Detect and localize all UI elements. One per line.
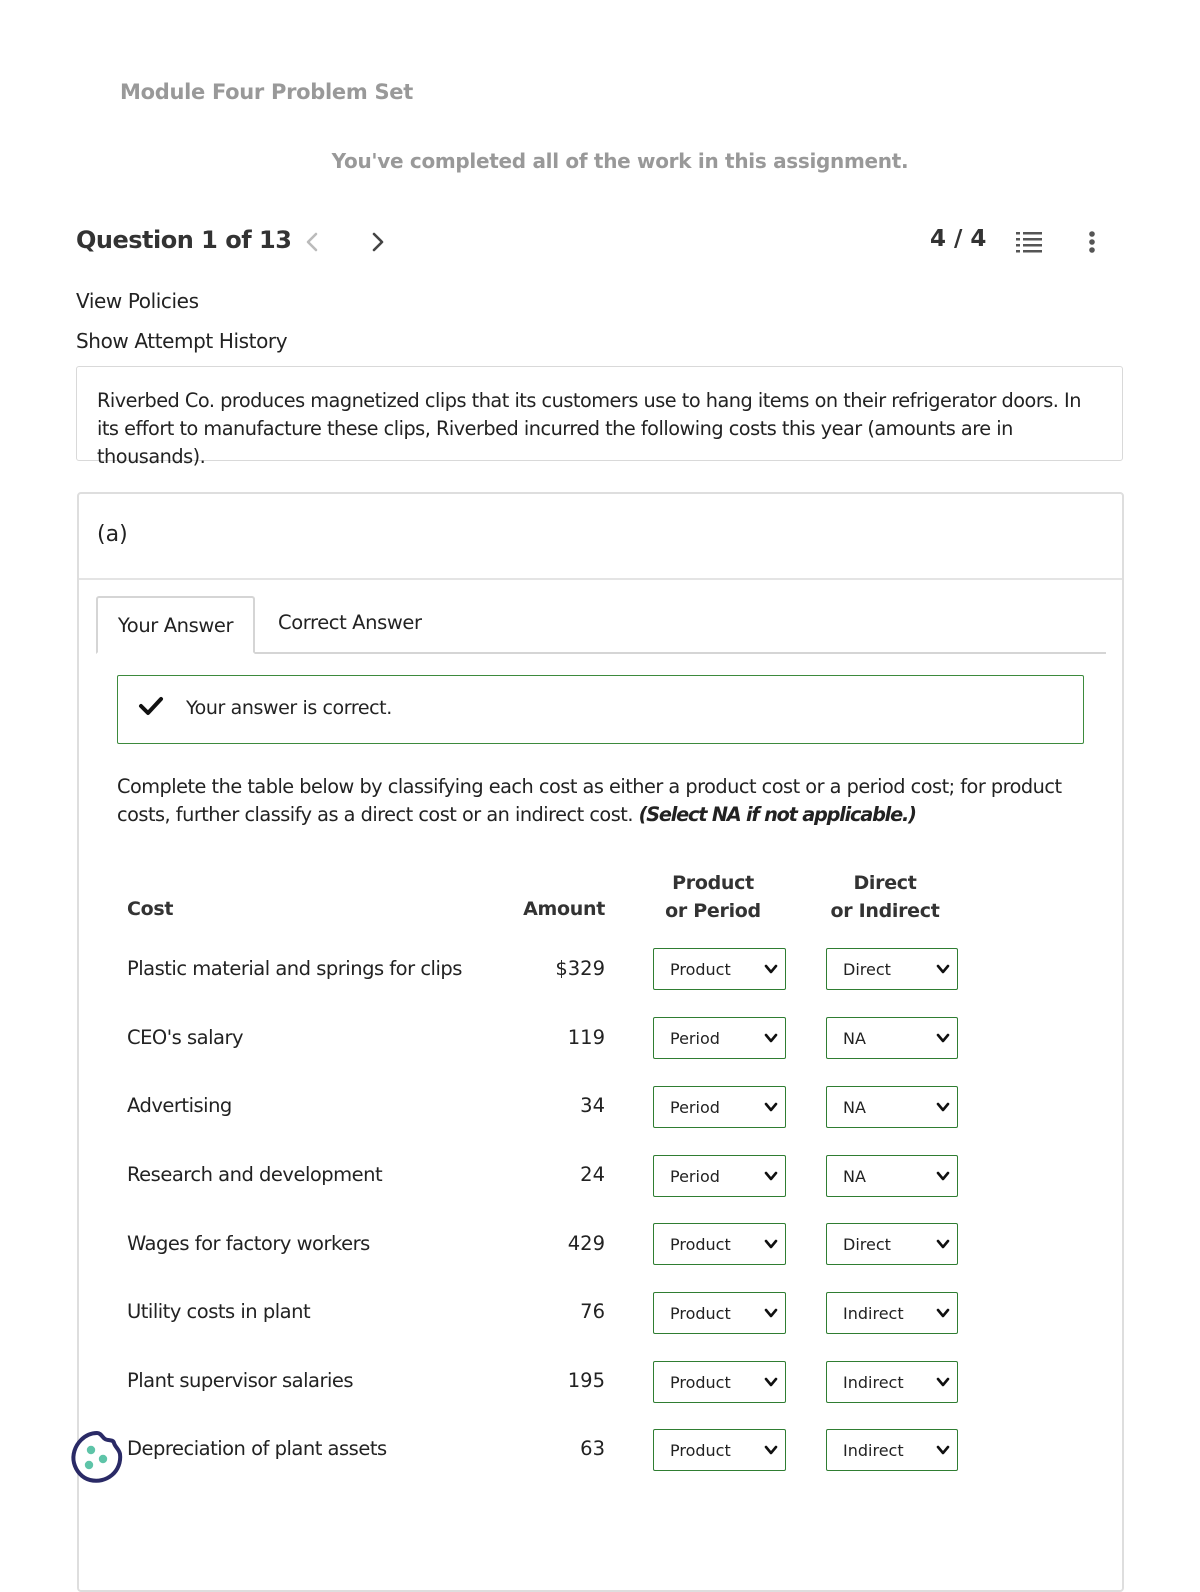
module-title: Module Four Problem Set bbox=[120, 80, 413, 104]
chevron-down-icon bbox=[936, 1375, 950, 1389]
product-or-period-select[interactable] bbox=[653, 1429, 786, 1471]
chevron-down-icon bbox=[936, 962, 950, 976]
header-direct-line1: Direct bbox=[853, 872, 917, 894]
cost-label: Research and development bbox=[127, 1163, 383, 1186]
selected-value: Period bbox=[670, 1097, 720, 1117]
cost-amount: 195 bbox=[567, 1369, 605, 1392]
chevron-down-icon bbox=[936, 1443, 950, 1457]
product-or-period-select[interactable] bbox=[653, 1223, 786, 1265]
cost-label: Wages for factory workers bbox=[127, 1232, 370, 1255]
tab-your-answer[interactable]: Your Answer bbox=[96, 596, 255, 654]
direct-or-indirect-select[interactable] bbox=[826, 1223, 958, 1265]
cost-amount: $329 bbox=[555, 957, 605, 980]
cost-amount: 63 bbox=[580, 1437, 605, 1460]
selected-value: NA bbox=[843, 1097, 866, 1117]
chevron-down-icon bbox=[764, 1306, 778, 1320]
header-cost: Cost bbox=[127, 898, 174, 920]
selected-value: Product bbox=[670, 1440, 731, 1460]
header-direct-line2: or Indirect bbox=[830, 900, 940, 922]
feedback-text: Your answer is correct. bbox=[186, 697, 392, 719]
direct-or-indirect-select[interactable] bbox=[826, 1361, 958, 1403]
product-or-period-select[interactable] bbox=[653, 1086, 786, 1128]
chevron-down-icon bbox=[936, 1169, 950, 1183]
chevron-down-icon bbox=[764, 1100, 778, 1114]
cookie-settings-button[interactable] bbox=[68, 1428, 126, 1486]
header-product-or-period bbox=[643, 869, 783, 925]
product-or-period-select[interactable] bbox=[653, 1017, 786, 1059]
chevron-down-icon bbox=[764, 1375, 778, 1389]
more-vertical-icon bbox=[1084, 228, 1100, 256]
selected-value: Period bbox=[670, 1166, 720, 1186]
selected-value: NA bbox=[843, 1166, 866, 1186]
instructions-note: (Select NA if not applicable.) bbox=[638, 803, 916, 826]
checkmark-icon bbox=[138, 694, 164, 718]
direct-or-indirect-select[interactable] bbox=[826, 1017, 958, 1059]
part-header bbox=[79, 494, 1122, 580]
cost-label: Utility costs in plant bbox=[127, 1300, 311, 1323]
selected-value: Product bbox=[670, 1372, 731, 1392]
direct-or-indirect-select[interactable] bbox=[826, 1155, 958, 1197]
product-or-period-select[interactable] bbox=[653, 1155, 786, 1197]
selected-value: Product bbox=[670, 1303, 731, 1323]
chevron-down-icon bbox=[764, 1031, 778, 1045]
chevron-down-icon bbox=[936, 1031, 950, 1045]
header-product-line2: or Period bbox=[665, 900, 761, 922]
selected-value: Direct bbox=[843, 959, 891, 979]
product-or-period-select[interactable] bbox=[653, 1361, 786, 1403]
question-text: Riverbed Co. produces magnetized clips that its customers use to hang items on their refrigerator doors. In its effort to manufacture these clips, Riverbed incurred the following costs this year (amounts are in thousands). bbox=[97, 389, 1081, 468]
show-attempt-history-link[interactable]: Show Attempt History bbox=[76, 329, 288, 353]
cost-label: CEO's salary bbox=[127, 1026, 244, 1049]
selected-value: Indirect bbox=[843, 1372, 904, 1392]
question-counter: Question 1 of 13 bbox=[76, 226, 292, 254]
chevron-right-icon bbox=[371, 231, 385, 253]
tab-correct-answer[interactable]: Correct Answer bbox=[278, 611, 422, 634]
chevron-down-icon bbox=[936, 1100, 950, 1114]
selected-value: Direct bbox=[843, 1234, 891, 1254]
chevron-down-icon bbox=[936, 1306, 950, 1320]
question-list-button[interactable] bbox=[1013, 228, 1045, 256]
question-list-icon bbox=[1013, 228, 1045, 256]
cost-amount: 119 bbox=[567, 1026, 605, 1049]
direct-or-indirect-select[interactable] bbox=[826, 1086, 958, 1128]
instructions bbox=[117, 773, 1077, 829]
selected-value: Indirect bbox=[843, 1303, 904, 1323]
product-or-period-select[interactable] bbox=[653, 1292, 786, 1334]
direct-or-indirect-select[interactable] bbox=[826, 1292, 958, 1334]
score: 4 / 4 bbox=[930, 226, 987, 252]
more-options-button[interactable] bbox=[1084, 228, 1100, 256]
chevron-down-icon bbox=[764, 1443, 778, 1457]
cookie-icon bbox=[68, 1428, 126, 1486]
instructions-text: Complete the table below by classifying each cost as either a product cost or a period cost; for product costs, further classify as a direct cost or an indirect cost. bbox=[117, 775, 1062, 826]
question-text-box bbox=[76, 366, 1123, 468]
header-product-line1: Product bbox=[672, 872, 754, 894]
direct-or-indirect-select[interactable] bbox=[826, 948, 958, 990]
selected-value: Product bbox=[670, 959, 731, 979]
selected-value: NA bbox=[843, 1028, 866, 1048]
cost-amount: 429 bbox=[567, 1232, 605, 1255]
chevron-down-icon bbox=[936, 1237, 950, 1251]
chevron-down-icon bbox=[764, 1237, 778, 1251]
completion-message: You've completed all of the work in this assignment. bbox=[331, 149, 909, 173]
cost-amount: 34 bbox=[580, 1094, 605, 1117]
cost-label: Advertising bbox=[127, 1094, 232, 1117]
view-policies-link[interactable]: View Policies bbox=[76, 289, 199, 313]
selected-value: Product bbox=[670, 1234, 731, 1254]
cost-amount: 76 bbox=[580, 1300, 605, 1323]
previous-question-button[interactable] bbox=[300, 228, 324, 256]
chevron-down-icon bbox=[764, 1169, 778, 1183]
header-direct-or-indirect bbox=[815, 869, 955, 925]
product-or-period-select[interactable] bbox=[653, 948, 786, 990]
feedback-banner bbox=[117, 675, 1084, 744]
chevron-down-icon bbox=[764, 962, 778, 976]
part-label: (a) bbox=[97, 522, 128, 547]
cost-label: Plastic material and springs for clips bbox=[127, 957, 462, 980]
next-question-button[interactable] bbox=[366, 228, 390, 256]
direct-or-indirect-select[interactable] bbox=[826, 1429, 958, 1471]
cost-label: Depreciation of plant assets bbox=[127, 1437, 387, 1460]
cost-label: Plant supervisor salaries bbox=[127, 1369, 354, 1392]
chevron-left-icon bbox=[305, 231, 319, 253]
cost-amount: 24 bbox=[580, 1163, 605, 1186]
selected-value: Period bbox=[670, 1028, 720, 1048]
selected-value: Indirect bbox=[843, 1440, 904, 1460]
header-amount: Amount bbox=[523, 898, 605, 920]
